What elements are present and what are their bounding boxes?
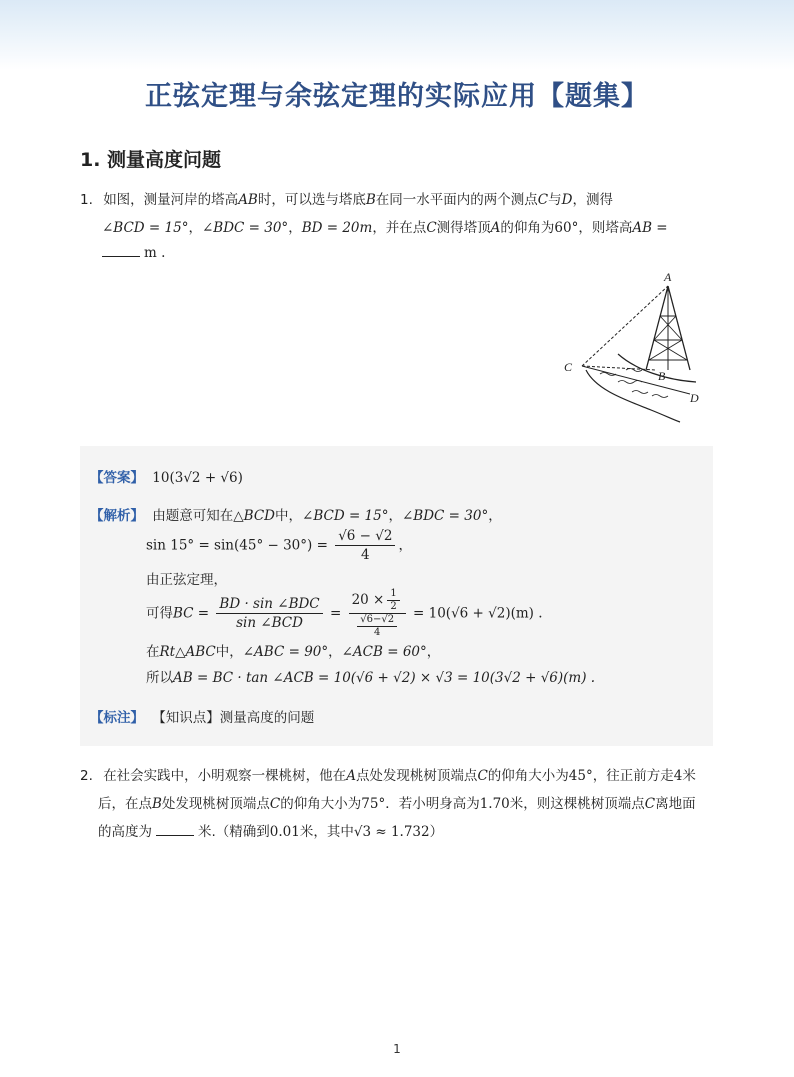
q2-text: 后，在点 (98, 796, 152, 812)
fraction-denominator: sin ∠BCD (236, 615, 303, 631)
q2-text: ，往正前方走 (592, 768, 674, 784)
q2-text: 米，则这棵桃树顶端点 (509, 796, 645, 812)
page-number: 1 (393, 1042, 401, 1056)
q2-text: ） (429, 824, 444, 840)
q1-math: A (490, 220, 501, 236)
q1-text: ，测得 (572, 192, 613, 208)
fraction (216, 595, 322, 632)
note-text: 【知识点】测量高度的问题 (152, 710, 315, 726)
water-ripple (632, 391, 648, 394)
water-ripple (652, 395, 668, 398)
fraction-denominator: 2 (390, 601, 397, 612)
q2-line-2 (98, 792, 696, 812)
q1-number: 1. (80, 192, 93, 208)
analysis-text: 所以 (146, 670, 173, 686)
q1-text: 如图，测量河岸的塔高 (103, 192, 239, 208)
q1-math: 60° (554, 220, 579, 236)
q2-math: 0.01 (269, 824, 300, 840)
tower-brace (649, 340, 682, 360)
q1-math: C (537, 192, 549, 208)
analysis-math: ∠BCD = 15° (302, 508, 389, 524)
fraction-denominator: 4 (361, 547, 370, 563)
q2-text: 米.（精确到 (198, 824, 270, 840)
q2-text: 米，其中 (299, 824, 354, 840)
label-b: B (658, 369, 666, 383)
q1-math: C (426, 220, 437, 236)
q2-text: 的仰角大小为 (280, 796, 362, 812)
note-row (90, 706, 314, 726)
analysis-math: ∠ABC = 90° (242, 644, 329, 660)
q2-number: 2. (80, 768, 93, 784)
answer-value: 10(3√2 + √6) (152, 470, 243, 486)
q1-math: D (561, 192, 573, 208)
page-title: 正弦定理与余弦定理的实际应用【题集】 (145, 81, 649, 112)
analysis-text: ， (426, 644, 441, 660)
q2-math: 4 (673, 768, 683, 784)
analysis-text: ， (488, 508, 502, 524)
analysis-math: ∠BDC = 30° (401, 508, 489, 524)
baseline-cd (582, 366, 690, 394)
tower-river-figure (556, 270, 706, 430)
q1-text: 的仰角为 (500, 220, 555, 236)
analysis-row-6 (146, 666, 595, 686)
answer-tag: 【答案】 (90, 470, 144, 486)
label-d: D (690, 391, 699, 405)
q2-text: 离地面 (655, 796, 696, 812)
fraction-denominator: 4 (373, 627, 381, 638)
fraction-numerator: BD · sin ∠BDC (216, 595, 322, 614)
fraction (335, 527, 395, 564)
sight-line-cb (582, 366, 656, 370)
answer-blank (102, 244, 140, 257)
q1-math: AB (238, 192, 258, 208)
analysis-row-2 (146, 527, 412, 564)
analysis-row-4 (146, 588, 543, 639)
analysis-math: 20 × (351, 592, 385, 608)
q1-line-3 (102, 244, 165, 261)
analysis-text: 中， (275, 508, 303, 524)
analysis-text: ， (328, 644, 342, 660)
q2-text: 米 (682, 768, 696, 784)
header-band (0, 0, 794, 70)
fraction-numerator: √6−√2 (357, 614, 397, 627)
q2-text: 处发现桃树顶端点 (161, 796, 270, 812)
q2-math: A (346, 768, 356, 784)
q2-line-1 (80, 764, 696, 784)
q2-math: 75° (361, 796, 386, 812)
fraction-numerator: 1 (387, 588, 399, 601)
q1-line-1 (80, 188, 613, 208)
analysis-text: 中， (215, 644, 243, 660)
q2-math: C (644, 796, 656, 812)
analysis-row-1 (90, 504, 502, 524)
analysis-text: ， (388, 508, 402, 524)
fraction (387, 588, 399, 613)
sight-line-ca (582, 286, 668, 366)
q1-text: 测得塔顶 (436, 220, 491, 236)
section-heading: 1. 测量高度问题 (80, 149, 222, 171)
q1-text: ， (188, 220, 202, 236)
analysis-text: 由题意可知在 (152, 508, 234, 524)
fraction-numerator: √6 − √2 (335, 527, 395, 546)
q1-math: ∠BDC = 30° (201, 220, 289, 236)
q1-text: ，并在点 (372, 220, 427, 236)
label-a: A (664, 270, 672, 284)
analysis-math: AB = BC · tan ∠ACB = 10(√6 + √2) × √3 = 10(3√2 + √6)(m) . (173, 670, 596, 686)
analysis-text: 在 (146, 644, 160, 660)
q2-text: 的高度为 (98, 824, 152, 840)
analysis-math: = (329, 605, 342, 622)
q1-text: 与 (548, 192, 562, 208)
analysis-math: △BCD (233, 508, 276, 524)
analysis-row-5 (146, 640, 440, 660)
analysis-math: sin 15° = sin(45° − 30°) = (146, 537, 328, 554)
q1-text: ， (288, 220, 302, 236)
q1-line-2 (102, 216, 668, 236)
label-c: C (564, 360, 573, 374)
q2-text: 的仰角大小为 (487, 768, 569, 784)
q1-math: ∠BCD = 15° (102, 220, 189, 236)
note-tag: 【标注】 (90, 710, 144, 726)
analysis-math: Rt△ABC (159, 644, 216, 660)
q2-math: C (269, 796, 281, 812)
q1-text: ，则塔高 (578, 220, 633, 236)
analysis-math: ∠ACB = 60° (341, 644, 427, 660)
analysis-text: 可得 (146, 605, 173, 622)
q2-math: B (152, 796, 162, 812)
analysis-tag: 【解析】 (90, 508, 144, 524)
q2-math: 45° (568, 768, 593, 784)
q2-text: 点处发现桃树顶端点 (355, 768, 478, 784)
analysis-row-3: 由正弦定理， (146, 572, 227, 588)
answer-row (90, 466, 243, 486)
q2-math: 1.70 (479, 796, 510, 812)
analysis-math: BC = (173, 605, 210, 622)
q2-math: C (477, 768, 488, 784)
q1-math: AB = (632, 220, 668, 236)
analysis-math: = 10(√6 + √2)(m) . (413, 605, 543, 622)
q2-text: ．若小明身高为 (385, 796, 480, 812)
analysis-text: ， (398, 537, 412, 554)
q2-text: 在社会实践中，小明观察一棵桃树，他在 (103, 768, 347, 784)
q1-unit: m . (144, 245, 166, 261)
q1-math: B (365, 192, 376, 208)
q2-line-3 (98, 820, 443, 840)
tower-brace (654, 340, 687, 360)
answer-blank (156, 823, 194, 836)
fraction-numerator (349, 588, 406, 614)
q1-math: BD = 20m (301, 220, 373, 236)
fraction-denominator (349, 614, 406, 639)
q2-math: √3 ≈ 1.732 (353, 824, 430, 840)
fraction (357, 614, 397, 639)
q1-text: 在同一水平面内的两个测点 (375, 192, 538, 208)
q1-text: 时，可以选与塔底 (257, 192, 366, 208)
fraction (349, 588, 406, 639)
